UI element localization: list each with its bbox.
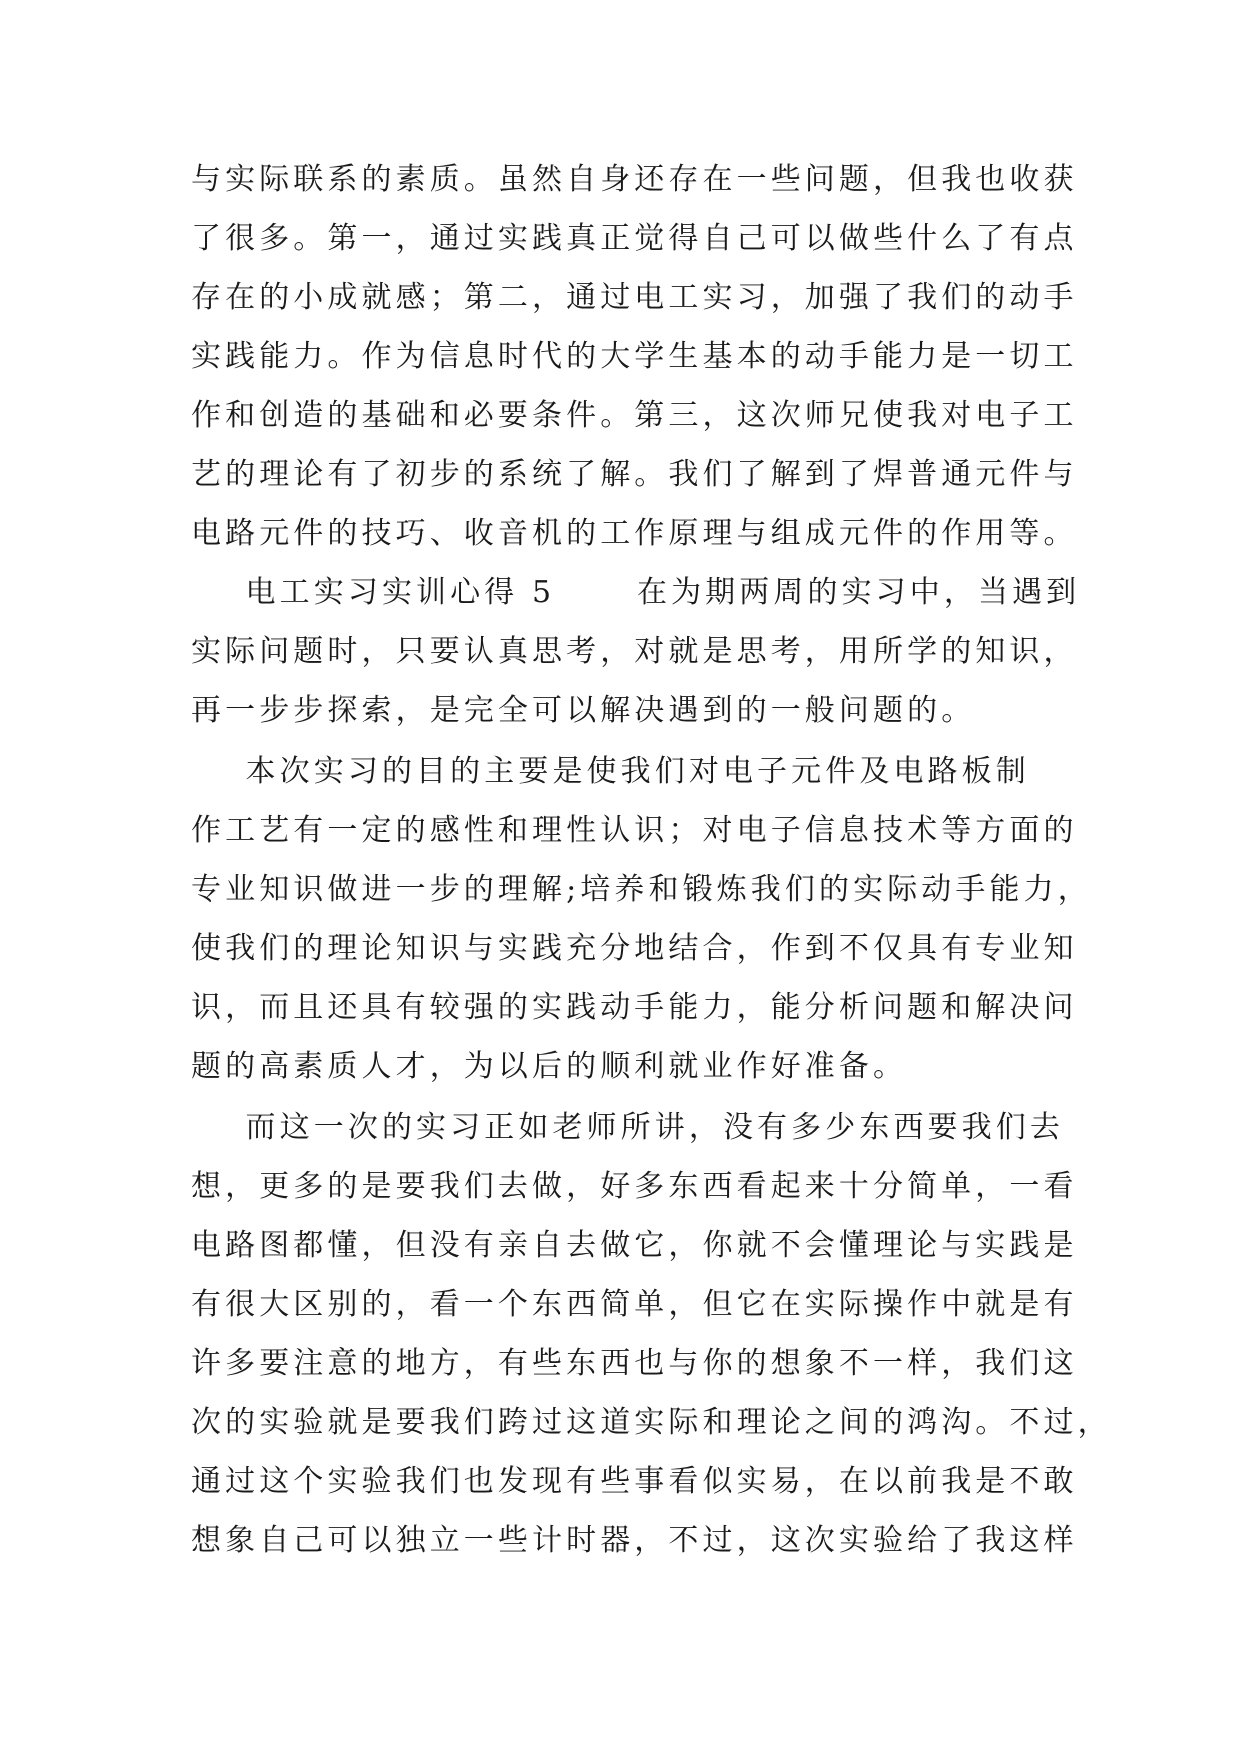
text-line: 与实际联系的素质。虽然自身还存在一些问题，但我也收获 [191, 162, 1078, 197]
text-line: 想，更多的是要我们去做，好多东西看起来十分简单，一看 [191, 1169, 1078, 1204]
text-line: 作和创造的基础和必要条件。第三，这次师兄使我对电子工 [191, 398, 1078, 433]
text-line: 题的高素质人才，为以后的顺利就业作好准备。 [191, 1049, 908, 1084]
text-line: 而这一次的实习正如老师所讲，没有多少东西要我们去 [191, 1110, 1064, 1145]
text-line: 有很大区别的，看一个东西简单，但它在实际操作中就是有 [191, 1287, 1078, 1322]
text-line: 本次实习的目的主要是使我们对电子元件及电路板制 [191, 754, 1030, 789]
text-line: 使我们的理论知识与实践充分地结合，作到不仅具有专业知 [191, 931, 1078, 966]
text-line: 电路图都懂，但没有亲自去做它，你就不会懂理论与实践是 [191, 1228, 1078, 1263]
text-line: 专业知识做进一步的理解;培养和锻炼我们的实际动手能力， [191, 872, 1092, 907]
text-line: 通过这个实验我们也发现有些事看似实易，在以前我是不敢 [191, 1464, 1078, 1499]
text-line: 实际问题时，只要认真思考，对就是思考，用所学的知识， [191, 634, 1078, 669]
text-line: 再一步步探索，是完全可以解决遇到的一般问题的。 [191, 693, 976, 728]
text-line: 次的实验就是要我们跨过这道实际和理论之间的鸿沟。不过， [191, 1405, 1112, 1440]
text-line: 了很多。第一，通过实践真正觉得自己可以做些什么了有点 [191, 221, 1078, 256]
text-line: 艺的理论有了初步的系统了解。我们了解到了焊普通元件与 [191, 457, 1078, 492]
text-line: 电路元件的技巧、收音机的工作原理与组成元件的作用等。 [191, 516, 1078, 551]
text-line: 许多要注意的地方，有些东西也与你的想象不一样，我们这 [191, 1346, 1078, 1381]
section-heading-line: 电工实习实训心得 5 在为期两周的实习中，当遇到 [191, 575, 1081, 610]
text-line: 识，而且还具有较强的实践动手能力，能分析问题和解决问 [191, 990, 1078, 1025]
text-line: 想象自己可以独立一些计时器，不过，这次实验给了我这样 [191, 1523, 1078, 1558]
text-line: 存在的小成就感；第二，通过电工实习，加强了我们的动手 [191, 280, 1078, 315]
text-line: 作工艺有一定的感性和理性认识；对电子信息技术等方面的 [191, 813, 1078, 848]
text-line: 实践能力。作为信息时代的大学生基本的动手能力是一切工 [191, 339, 1078, 374]
